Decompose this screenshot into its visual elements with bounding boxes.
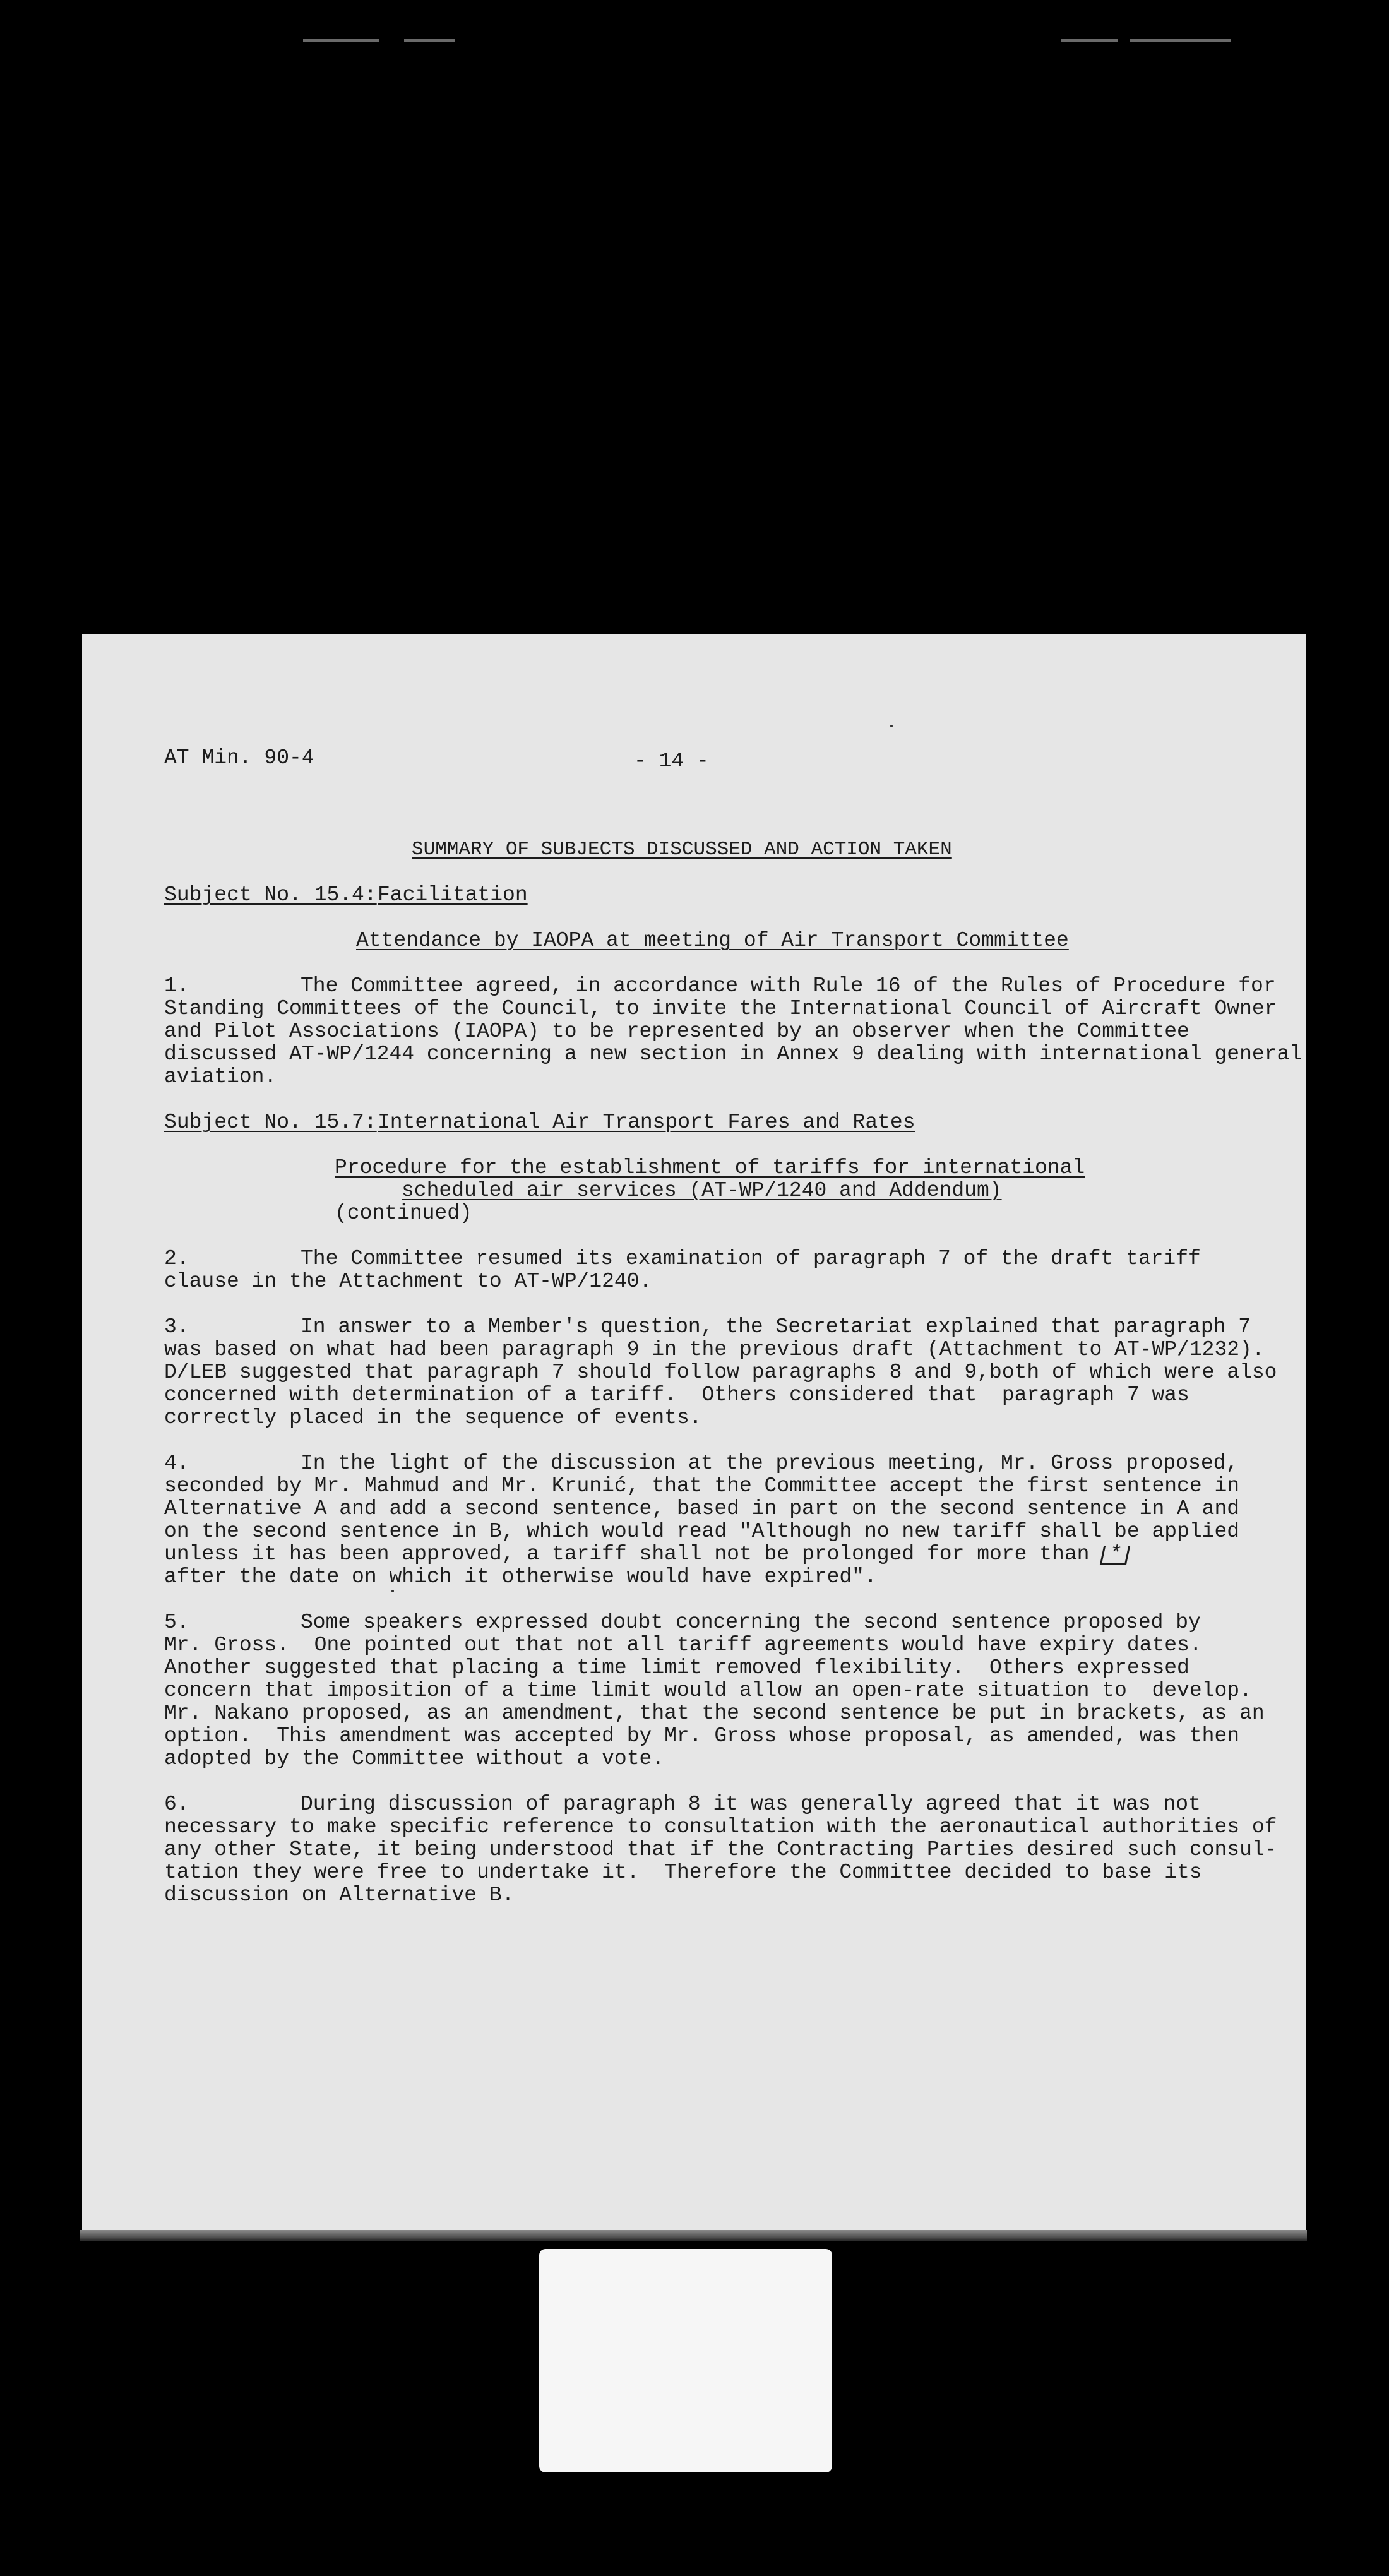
paragraph-number: 6.: [164, 1792, 189, 1816]
scan-speck: [391, 1590, 394, 1592]
paragraph-line: clause in the Attachment to AT-WP/1240.: [164, 1270, 652, 1293]
subject-title: International Air Transport Fares and Rates: [378, 1111, 915, 1134]
section-heading: Attendance by IAOPA at meeting of Air Transport Committee: [356, 929, 1069, 952]
subject-label: Subject No. 15.7:: [164, 1111, 377, 1134]
paragraph-line: Alternative A and add a second sentence, based in part on the second sentence in A and: [164, 1497, 1240, 1520]
paragraph-line: Mr. Gross. One pointed out that not all tariff agreements would have expiry dates.: [164, 1633, 1202, 1657]
paragraph-number: 1.: [164, 974, 189, 998]
paragraph-line: and Pilot Associations (IAOPA) to be represented by an observer when the Committee: [164, 1020, 1189, 1043]
paragraph-line: correctly placed in the sequence of events.: [164, 1406, 702, 1429]
main-title: SUMMARY OF SUBJECTS DISCUSSED AND ACTION TAKEN: [412, 838, 952, 861]
paragraph-number: 4.: [164, 1452, 189, 1475]
paragraph-line: aviation.: [164, 1065, 277, 1088]
page-number: - 14 -: [634, 749, 709, 773]
paragraph-line: discussion on Alternative B.: [164, 1883, 515, 1907]
paragraph-line: any other State, it being understood that if the Contracting Parties desired such consul-: [164, 1838, 1277, 1861]
paragraph-line: after the date on which it otherwise would have expired".: [164, 1565, 877, 1589]
paragraph-line: The Committee resumed its examination of paragraph 7 of the draft tariff: [301, 1247, 1201, 1270]
paragraph-line: on the second sentence in B, which would read "Although no new tariff shall be applied: [164, 1520, 1240, 1543]
paragraph-line: concerned with determination of a tariff. Others considered that paragraph 7 was: [164, 1383, 1189, 1407]
paragraph-line-text: unless it has been approved, a tariff shall not be prolonged for more than: [164, 1542, 1090, 1566]
section-heading-note: (continued): [335, 1202, 472, 1225]
scan-noise: [404, 39, 455, 42]
paragraph-line: D/LEB suggested that paragraph 7 should follow paragraphs 8 and 9,both of which were also: [164, 1361, 1277, 1384]
section-heading: Procedure for the establishment of tariffs for international: [335, 1156, 1085, 1179]
bracket-placeholder: *: [1100, 1546, 1130, 1565]
subject-label: Subject No. 15.4:: [164, 883, 377, 907]
document-reference: AT Min. 90-4: [164, 746, 314, 770]
paragraph-line: necessary to make specific reference to consultation with the aeronautical authorities of: [164, 1815, 1277, 1839]
paragraph-line: adopted by the Committee without a vote.: [164, 1747, 665, 1770]
section-heading: scheduled air services (AT-WP/1240 and Addendum): [402, 1179, 1002, 1202]
paragraph-number: 5.: [164, 1611, 189, 1634]
document-page: [82, 634, 1306, 2235]
paragraph-line: Standing Committees of the Council, to invite the International Council of Aircraft Owner: [164, 997, 1277, 1020]
scan-noise: [1061, 39, 1118, 42]
color-target-card: [539, 2249, 832, 2472]
paragraph-line: concern that imposition of a time limit would allow an open-rate situation to develop.: [164, 1679, 1252, 1702]
paragraph-line: tation they were free to undertake it. Therefore the Committee decided to base its: [164, 1861, 1202, 1884]
scan-noise: [303, 39, 379, 42]
paragraph-line: Mr. Nakano proposed, as an amendment, that the second sentence be put in brackets, as an: [164, 1702, 1265, 1725]
paragraph-line: discussed AT-WP/1244 concerning a new section in Annex 9 dealing with international general: [164, 1042, 1303, 1066]
scan-speck: [890, 725, 893, 727]
paragraph-line: In the light of the discussion at the previous meeting, Mr. Gross proposed,: [301, 1452, 1239, 1475]
paragraph-number: 2.: [164, 1247, 189, 1270]
paragraph-line: Some speakers expressed doubt concerning the second sentence proposed by: [301, 1611, 1201, 1634]
paragraph-line: During discussion of paragraph 8 it was generally agreed that it was not: [301, 1792, 1201, 1816]
scan-noise: [1130, 39, 1231, 42]
paragraph-line: was based on what had been paragraph 9 in the previous draft (Attachment to AT-WP/1232).: [164, 1338, 1265, 1361]
paragraph-line: Another suggested that placing a time limit removed flexibility. Others expressed: [164, 1656, 1189, 1679]
paragraph-line: In answer to a Member's question, the Secretariat explained that paragraph 7: [301, 1315, 1251, 1339]
paragraph-line: option. This amendment was accepted by Mr. Gross whose proposal, as amended, was then: [164, 1724, 1240, 1748]
paragraph-line: [164, 1543, 1128, 1566]
subject-title: Facilitation: [378, 883, 528, 907]
paragraph-line: The Committee agreed, in accordance with Rule 16 of the Rules of Procedure for: [301, 974, 1276, 998]
paragraph-line: seconded by Mr. Mahmud and Mr. Krunić, that the Committee accept the first sentence in: [164, 1474, 1240, 1498]
paragraph-number: 3.: [164, 1315, 189, 1339]
page-edge: [80, 2230, 1307, 2241]
